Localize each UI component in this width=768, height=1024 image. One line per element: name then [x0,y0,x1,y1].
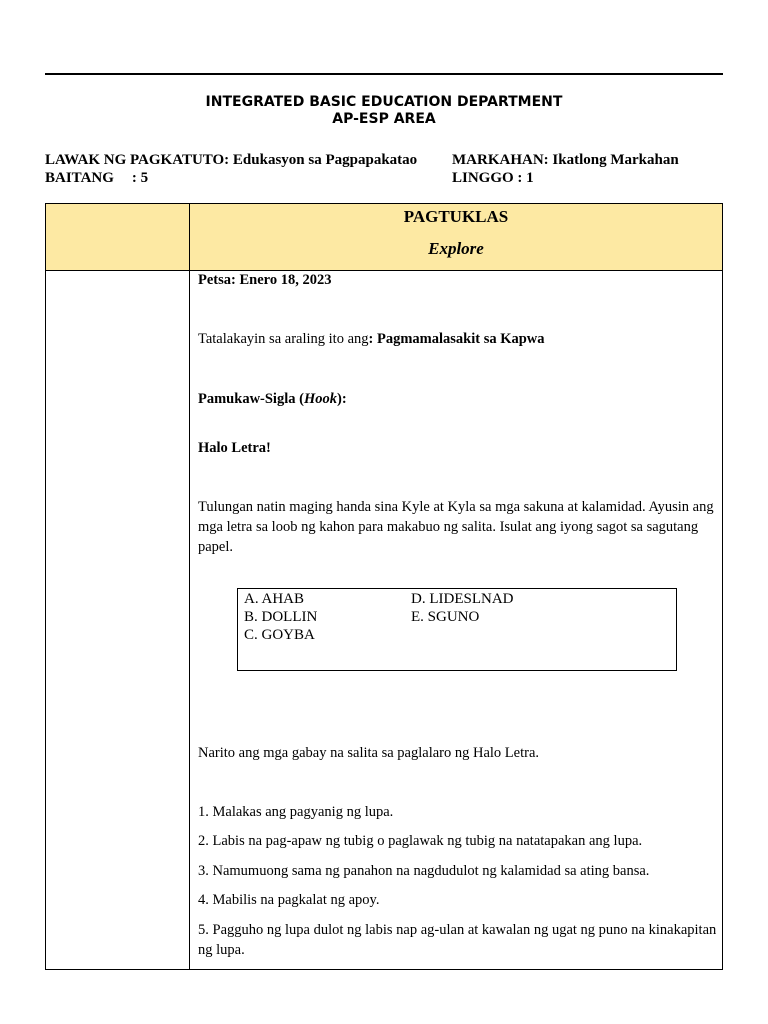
scrambled-letters-box [237,588,677,671]
baitang-value: : 5 [131,170,149,186]
clue-item: 4. Mabilis na pagkalat ng apoy. [198,892,380,908]
baitang [45,169,417,187]
topic-value: : Pagmamalasakit sa Kapwa [368,331,545,347]
scrambled-item: E. SGUNO [411,609,480,625]
section-subtitle: Explore [428,239,484,258]
area-title: AP-ESP AREA [332,111,436,127]
clue-item: 3. Namumuong sama ng panahon na nagdudulot ng kalamidad sa ating bansa. [198,863,650,879]
hook-prefix: Pamukaw-Sigla ( [198,391,304,407]
markahan: MARKAHAN: Ikatlong Markahan [452,152,679,168]
scrambled-column-1 [244,590,317,644]
petsa: Petsa: Enero 18, 2023 [198,272,332,288]
meta-right [452,151,679,187]
column-divider [189,204,190,969]
baitang-label: BAITANG [45,170,114,186]
hook-suffix: ): [336,391,347,407]
scrambled-item: A. AHAB [244,591,305,607]
top-rule [45,73,723,75]
topic-prefix: Tatalakayin sa araling ito ang [198,331,369,347]
department-title: INTEGRATED BASIC EDUCATION DEPARTMENT [205,94,563,110]
clue-item: 1. Malakas ang pagyanig ng lupa. [198,804,394,820]
activity-title: Halo Letra! [198,440,271,456]
scrambled-item: C. GOYBA [244,627,315,643]
scrambled-item: B. DOLLIN [244,609,318,625]
meta-left [45,151,417,187]
clue-item: 5. Pagguho ng lupa dulot ng labis nap ag-ulan at kawalan ng ugat ng puno na kinakapitan ng lupa. [198,922,717,958]
lawak-ng-pagkatuto: LAWAK NG PAGKATUTO: Edukasyon sa Pagpapakatao [45,152,418,168]
guide-intro: Narito ang mga gabay na salita sa paglalaro ng Halo Letra. [198,745,540,761]
scrambled-item: D. LIDESLNAD [411,591,514,607]
topic-line [198,329,718,349]
instructions: Tulungan natin maging handa sina Kyle at Kyla sa mga sakuna at kalamidad. Ayusin ang mga letra sa loob ng kahon para makabuo ng salita. Isulat ang iyong sagot sa sagutang papel. [198,499,714,555]
clue-item: 2. Labis na pag-apaw ng tubig o paglawak ng tubig na natatapakan ang lupa. [198,833,643,849]
section-title: PAGTUKLAS [403,207,509,226]
hook-line [198,389,718,409]
linggo: LINGGO : 1 [452,170,534,186]
scrambled-column-2 [411,590,514,626]
lesson-table [45,203,723,970]
hook-italic: Hook [303,391,337,407]
